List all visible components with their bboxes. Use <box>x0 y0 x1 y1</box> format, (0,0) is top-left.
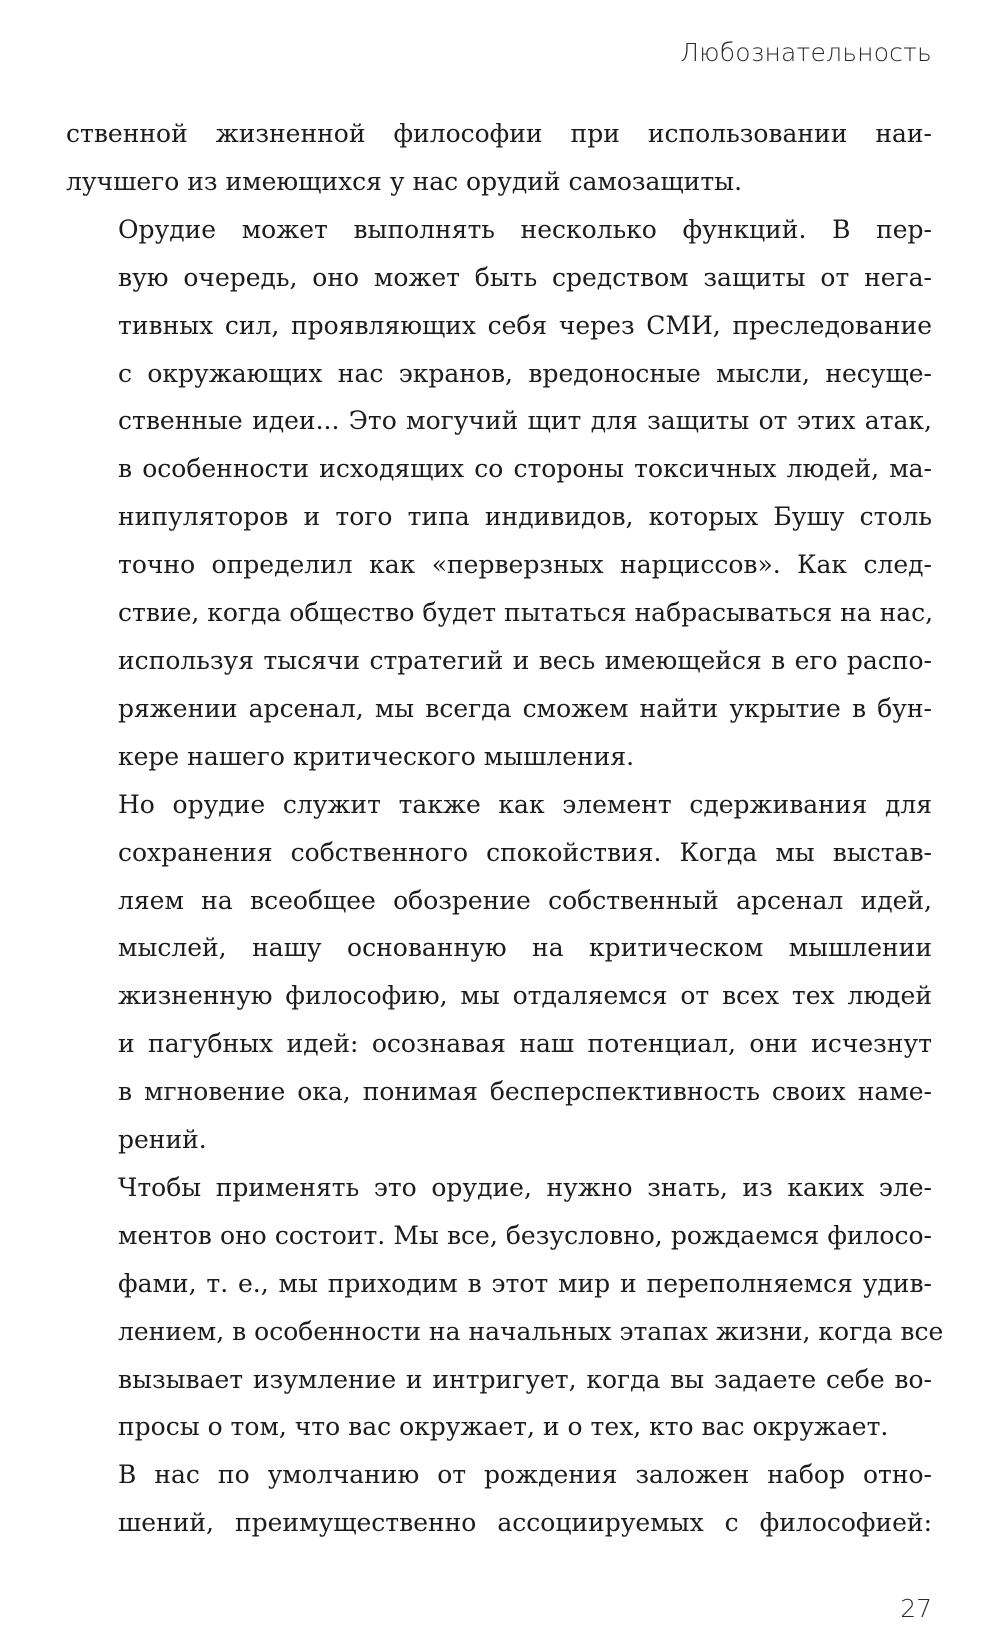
text-line: нипуляторов и того типа индивидов, которых Бушу столь <box>118 502 932 532</box>
text-line: В нас по умолчанию от рождения заложен набор отно- <box>118 1460 932 1490</box>
text-line: и пагубных идей: осознавая наш потенциал, они исчезнут <box>118 1029 932 1059</box>
paragraph-1 <box>66 110 932 206</box>
text-line: просы о том, что вас окружает, и о тех, кто вас окружает. <box>118 1412 889 1442</box>
text-line: с окружающих нас экранов, вредоносные мысли, несуще- <box>118 358 932 388</box>
text-line: точно определил как «перверзных нарциссов». Как след- <box>118 550 932 580</box>
page-body <box>66 110 944 1547</box>
running-header: Любознательность <box>680 38 932 67</box>
text-line: ственные идеи... Это могучий щит для защиты от этих атак, <box>118 406 932 436</box>
text-line: кере нашего критического мышления. <box>118 741 635 771</box>
text-line: лучшего из имеющихся у нас орудий самозащиты. <box>66 166 743 196</box>
text-line: в особенности исходящих со стороны токсичных людей, ма- <box>118 454 932 484</box>
text-line: ствие, когда общество будет пытаться набрасываться на нас, <box>118 598 934 628</box>
text-line: рений. <box>118 1125 207 1155</box>
paragraph-4 <box>66 1164 944 1451</box>
text-line: Орудие может выполнять несколько функций. В пер- <box>118 214 932 244</box>
text-line: мыслей, нашу основанную на критическом мышлении <box>118 933 932 963</box>
text-line: шений, преимущественно ассоциируемых с философией: <box>118 1508 932 1538</box>
paragraph-2 <box>66 206 932 781</box>
text-line: ряжении арсенал, мы всегда сможем найти укрытие в бун- <box>118 693 932 723</box>
text-line: ственной жизненной философии при использовании наи- <box>66 119 932 148</box>
text-line: сохранения собственного спокойствия. Когда мы выстав- <box>118 837 932 867</box>
paragraph-3 <box>66 781 932 1164</box>
text-line: лением, в особенности на начальных этапах жизни, когда все <box>118 1316 944 1346</box>
page-number: 27 <box>900 1594 932 1623</box>
text-line: вую очередь, оно может быть средством защиты от нега- <box>118 262 932 292</box>
text-line: используя тысячи стратегий и весь имеющейся в его распо- <box>118 645 932 675</box>
text-line: вызывает изумление и интригует, когда вы задаете себе во- <box>118 1364 932 1394</box>
text-line: фами, т. е., мы приходим в этот мир и переполняемся удив- <box>118 1268 932 1298</box>
text-line: Чтобы применять это орудие, нужно знать, из каких эле- <box>118 1172 932 1202</box>
text-line: Но орудие служит также как элемент сдерживания для <box>118 789 932 819</box>
text-line: в мгновение ока, понимая бесперспективность своих наме- <box>118 1077 932 1107</box>
text-line: жизненную философию, мы отдаляемся от всех тех людей <box>118 981 932 1011</box>
text-line: тивных сил, проявляющих себя через СМИ, преследование <box>118 310 932 340</box>
text-line: ментов оно состоит. Мы все, безусловно, рождаемся филосо- <box>118 1220 932 1250</box>
text-line: ляем на всеобщее обозрение собственный арсенал идей, <box>118 885 932 915</box>
paragraph-5 <box>66 1451 932 1547</box>
